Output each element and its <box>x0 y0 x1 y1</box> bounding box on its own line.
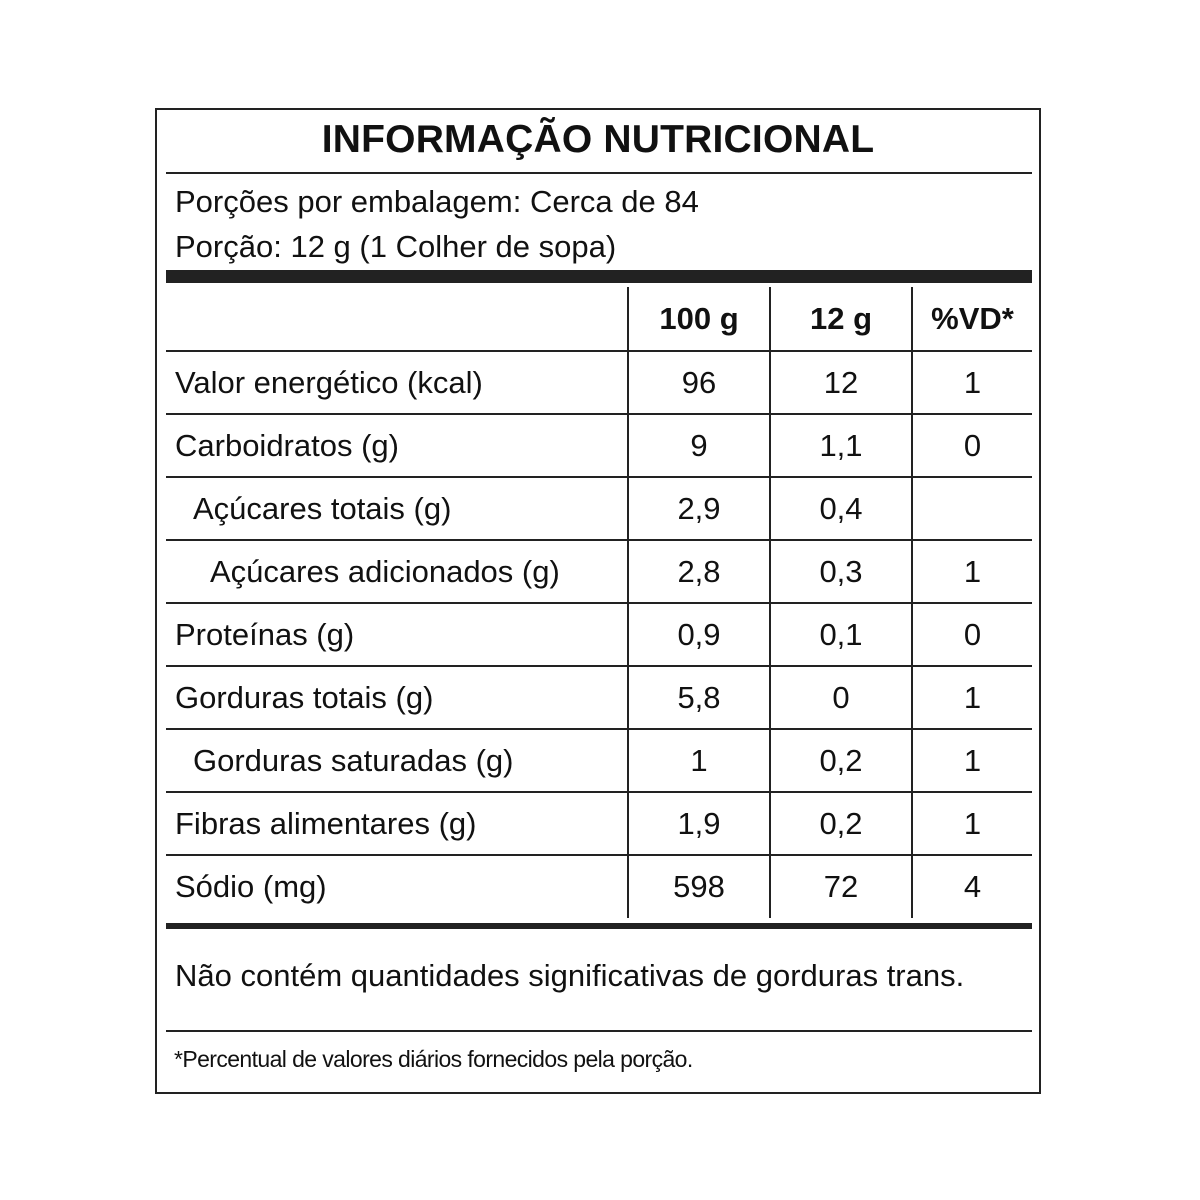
table-header-row <box>166 287 1032 351</box>
value-per-100g: 9 <box>628 414 770 477</box>
value-daily: 4 <box>912 855 1032 918</box>
value-per-portion: 0,2 <box>770 729 912 792</box>
value-per-portion: 0,1 <box>770 603 912 666</box>
table-row <box>166 351 1032 414</box>
trans-fat-note: Não contém quantidades significativas de gorduras trans. <box>175 958 965 993</box>
nutrient-name: Valor energético (kcal) <box>166 351 628 414</box>
value-per-100g: 1 <box>628 729 770 792</box>
nutrient-name: Gorduras saturadas (g) <box>166 729 628 792</box>
thick-divider-bottom <box>166 923 1032 929</box>
value-daily: 1 <box>912 792 1032 855</box>
table-row <box>166 855 1032 918</box>
table-row <box>166 414 1032 477</box>
header-daily-value: %VD* <box>912 287 1032 351</box>
value-per-portion: 72 <box>770 855 912 918</box>
header-per-100g: 100 g <box>628 287 770 351</box>
value-per-100g: 598 <box>628 855 770 918</box>
value-per-100g: 0,9 <box>628 603 770 666</box>
table-row <box>166 603 1032 666</box>
value-per-portion: 12 <box>770 351 912 414</box>
title-divider <box>166 172 1032 174</box>
serving-size: Porção: 12 g (1 Colher de sopa) <box>175 229 617 264</box>
table-row <box>166 540 1032 603</box>
nutrient-name: Carboidratos (g) <box>166 414 628 477</box>
value-daily: 1 <box>912 351 1032 414</box>
nutrition-facts-label <box>155 108 1041 1094</box>
nutrition-table <box>166 287 1032 918</box>
servings-per-package: Porções por embalagem: Cerca de 84 <box>175 184 699 219</box>
table-row <box>166 792 1032 855</box>
value-daily: 1 <box>912 666 1032 729</box>
value-daily: 1 <box>912 729 1032 792</box>
nutrient-name: Proteínas (g) <box>166 603 628 666</box>
value-per-portion: 0,3 <box>770 540 912 603</box>
header-nutrient <box>166 287 628 351</box>
nutrient-name: Fibras alimentares (g) <box>166 792 628 855</box>
thick-divider-top <box>166 270 1032 283</box>
value-daily: 0 <box>912 414 1032 477</box>
nutrient-name: Açúcares totais (g) <box>166 477 628 540</box>
value-per-portion: 0,2 <box>770 792 912 855</box>
nutrient-name: Gorduras totais (g) <box>166 666 628 729</box>
value-per-100g: 5,8 <box>628 666 770 729</box>
table-row <box>166 477 1032 540</box>
header-per-portion: 12 g <box>770 287 912 351</box>
value-daily <box>912 477 1032 540</box>
value-per-portion: 0 <box>770 666 912 729</box>
value-per-100g: 2,8 <box>628 540 770 603</box>
value-per-100g: 1,9 <box>628 792 770 855</box>
value-daily: 1 <box>912 540 1032 603</box>
daily-value-footnote: *Percentual de valores diários fornecidos pela porção. <box>174 1046 693 1072</box>
table-row <box>166 729 1032 792</box>
value-per-portion: 1,1 <box>770 414 912 477</box>
value-per-100g: 2,9 <box>628 477 770 540</box>
value-per-portion: 0,4 <box>770 477 912 540</box>
nutrient-name: Sódio (mg) <box>175 869 327 904</box>
value-daily: 0 <box>912 603 1032 666</box>
nutrient-name: Açúcares adicionados (g) <box>166 540 628 603</box>
table-row <box>166 666 1032 729</box>
label-title: INFORMAÇÃO NUTRICIONAL <box>321 118 875 161</box>
value-per-100g: 96 <box>628 351 770 414</box>
footnote-divider <box>166 1030 1032 1032</box>
